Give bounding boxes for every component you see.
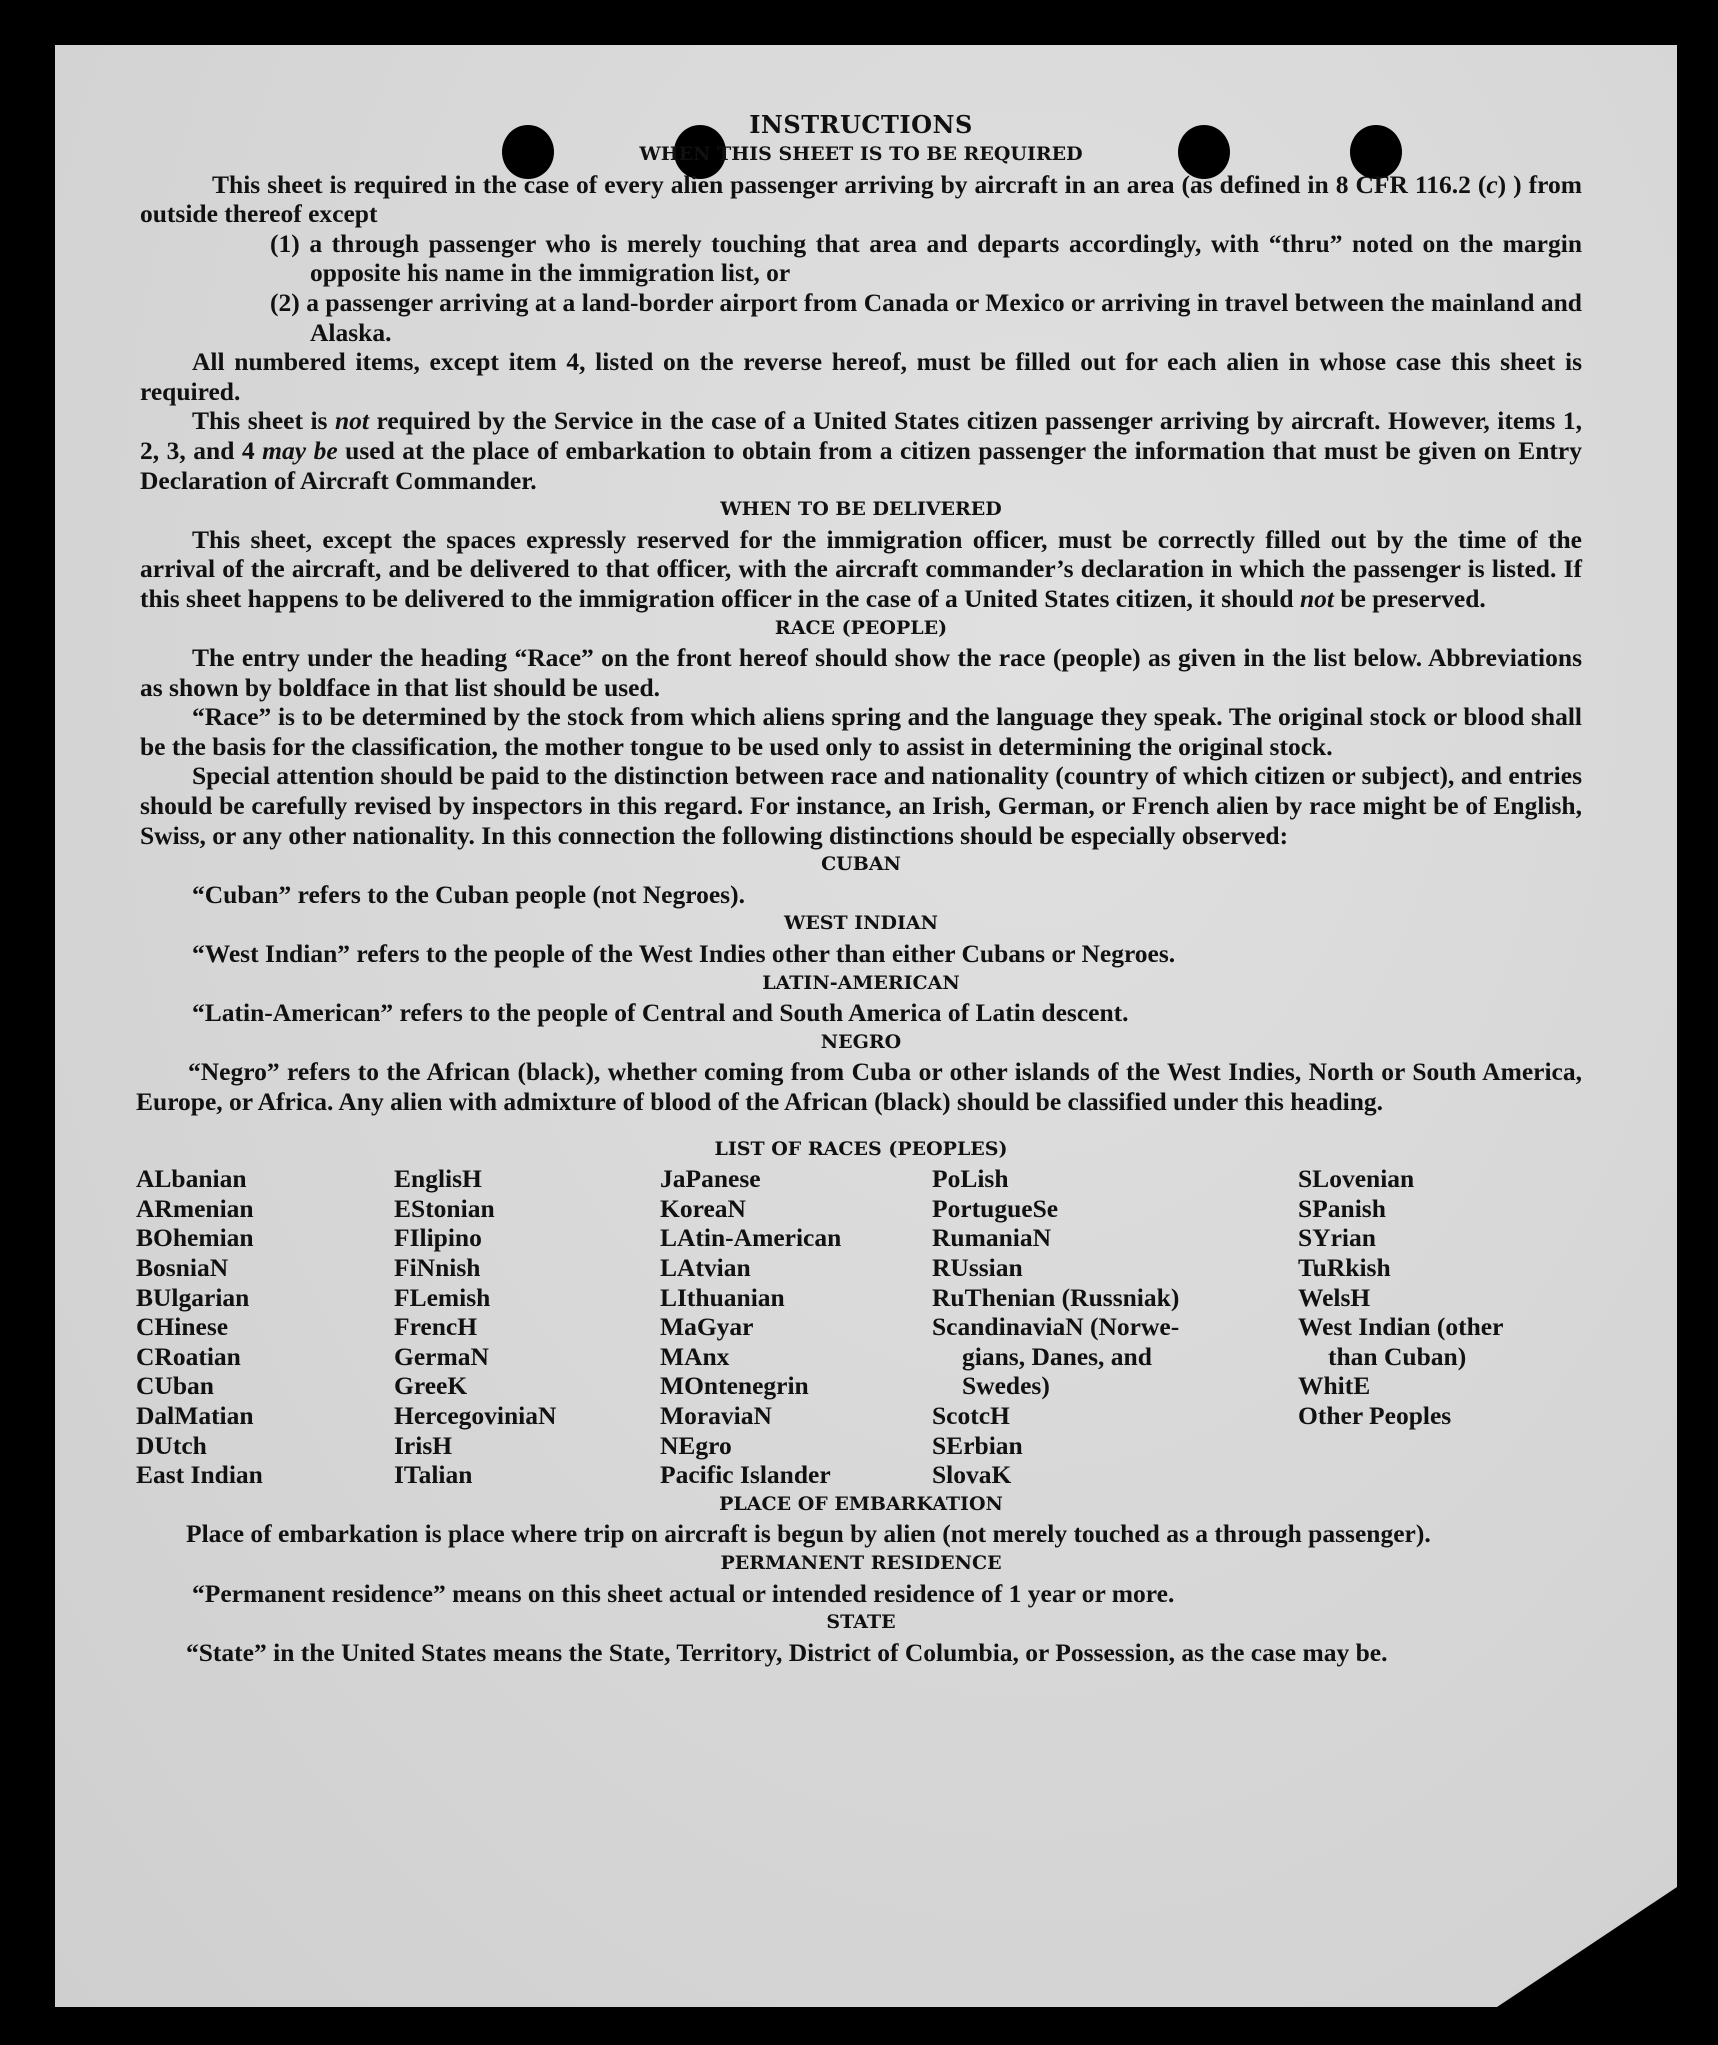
section-heading: RACE (PEOPLE) xyxy=(774,616,948,639)
races-column xyxy=(394,1164,660,1490)
race-entry: MaGyar xyxy=(660,1312,754,1342)
race-entry: JaPanese xyxy=(660,1164,761,1194)
race-entry: LAtvian xyxy=(660,1252,751,1282)
race-entry: MOntenegrin xyxy=(660,1371,809,1401)
race-entry: PortugueSe xyxy=(932,1193,1059,1223)
race-entry: BUlgarian xyxy=(136,1282,250,1312)
section-heading: WHEN THIS SHEET IS TO BE REQUIRED xyxy=(639,143,1083,165)
race-entry: FIlipino xyxy=(394,1223,482,1253)
paragraph xyxy=(140,525,1582,614)
races-column xyxy=(1298,1164,1588,1490)
race-entry: HercegoviniaN xyxy=(394,1400,557,1430)
paragraph: Special attention should be paid to the distinction between race and nationality (country of which citizen or subject), and entries should be carefully revised by inspectors in this regard. For instance, an Irish, German, or French alien by race might be of English, Swiss, or any other nationality. In this connection the following distinctions should be especially observed: xyxy=(140,761,1582,850)
text: may be xyxy=(262,435,338,465)
race-entry: EStonian xyxy=(394,1193,495,1223)
text: be preserved. xyxy=(1333,583,1486,613)
paragraph: “Cuban” refers to the Cuban people (not Negroes). xyxy=(192,879,745,909)
text: ) ) from outside thereof except xyxy=(140,169,1582,229)
paragraph: Place of embarkation is place where trip on aircraft is begun by alien (not merely touched as a through passenger). xyxy=(186,1519,1431,1549)
section-heading: NEGRO xyxy=(820,1030,902,1053)
race-entry: SlovaK xyxy=(932,1460,1012,1490)
list-item: (2) a passenger arriving at a land-border airport from Canada or Mexico or arriving in travel between the mainland and Alaska. xyxy=(270,287,1582,347)
race-entry: ScotcH xyxy=(932,1400,1010,1430)
race-entry: MAnx xyxy=(660,1341,730,1371)
folded-corner xyxy=(1497,1887,1677,2007)
race-entry: FrencH xyxy=(394,1312,478,1342)
text: not xyxy=(335,406,370,436)
race-entry: East Indian xyxy=(136,1460,263,1490)
race-entry: ScandinaviaN (Norwe- xyxy=(932,1312,1180,1342)
race-entry: SYrian xyxy=(1298,1223,1376,1253)
race-entry: IrisH xyxy=(394,1430,453,1460)
instructions-body xyxy=(136,110,1582,1667)
race-entry: WhitE xyxy=(1298,1371,1371,1401)
text: This sheet, except the spaces expressly reserved for the immigration officer, must be correctly filled out by the time of the arrival of the aircraft, and be delivered to that officer, with the aircraft commander’s declaration in which the passenger is listed. If this sheet happens to be delivered to the immigration officer in the case of a United States citizen, it should xyxy=(140,524,1582,613)
list-item: (1) a through passenger who is merely touching that area and departs accordingly, with “thru” noted on the margin opposite his name in the immigration list, or xyxy=(270,228,1582,288)
race-entry: PoLish xyxy=(932,1164,1009,1194)
race-entry: ALbanian xyxy=(136,1164,247,1194)
page-title: INSTRUCTIONS xyxy=(749,110,973,139)
text: not xyxy=(1299,583,1334,613)
race-entry: CUban xyxy=(136,1371,214,1401)
section-heading: CUBAN xyxy=(821,853,901,876)
race-entry: than Cuban) xyxy=(1328,1341,1467,1371)
races-column xyxy=(136,1164,394,1490)
race-entry: RuThenian (Russniak) xyxy=(932,1282,1180,1312)
section-heading: STATE xyxy=(826,1611,896,1634)
race-entry: LAtin-American xyxy=(660,1223,842,1253)
paragraph: The entry under the heading “Race” on the front hereof should show the race (people) as given in the list below. Abbreviations as shown by boldface in that list should be used. xyxy=(140,643,1582,702)
text: required by the Service in the case of a United States citizen passenger arriving by aircraft. However, items 1, 2, 3, and 4 xyxy=(140,406,1582,465)
race-entry: RUssian xyxy=(932,1252,1023,1282)
section-heading: WEST INDIAN xyxy=(783,912,939,935)
paragraph: “Latin-American” refers to the people of Central and South America of Latin descent. xyxy=(192,998,1129,1028)
race-entry: SErbian xyxy=(932,1430,1023,1460)
text: This sheet is xyxy=(192,406,335,436)
race-entry: BOhemian xyxy=(136,1223,254,1253)
race-entry: FLemish xyxy=(394,1282,491,1312)
race-entry: TuRkish xyxy=(1298,1252,1391,1282)
race-entry: BosniaN xyxy=(136,1252,229,1282)
races-column xyxy=(932,1164,1298,1490)
race-entry: Pacific Islander xyxy=(660,1460,831,1490)
race-entry: West Indian (other xyxy=(1298,1312,1504,1342)
race-entry: MoraviaN xyxy=(660,1400,772,1430)
paragraph: All numbered items, except item 4, listed on the reverse hereof, must be filled out for each alien in whose case this sheet is required. xyxy=(140,347,1582,406)
race-entry: SPanish xyxy=(1298,1193,1386,1223)
paragraph xyxy=(140,170,1582,229)
race-entry: CRoatian xyxy=(136,1341,241,1371)
race-entry: CHinese xyxy=(136,1312,229,1342)
section-heading: LIST OF RACES (PEOPLES) xyxy=(714,1137,1008,1160)
section-heading: PERMANENT RESIDENCE xyxy=(720,1551,1002,1574)
race-entry: GermaN xyxy=(394,1341,489,1371)
race-entry: Other Peoples xyxy=(1298,1400,1452,1430)
race-entry: LIthuanian xyxy=(660,1282,785,1312)
race-entry: ARmenian xyxy=(136,1193,254,1223)
paragraph: “Permanent residence” means on this sheet actual or intended residence of 1 year or more. xyxy=(192,1578,1175,1608)
paragraph: “State” in the United States means the State, Territory, District of Columbia, or Possession, as the case may be. xyxy=(186,1637,1388,1667)
race-entry: NEgro xyxy=(660,1430,732,1460)
races-list xyxy=(136,1164,1582,1490)
paragraph: “Negro” refers to the African (black), whether coming from Cuba or other islands of the West Indies, North or South America, Europe, or Africa. Any alien with admixture of blood of the African (black) should be classified under this heading. xyxy=(136,1057,1582,1116)
race-entry: DUtch xyxy=(136,1430,207,1460)
race-entry: RumaniaN xyxy=(932,1223,1052,1253)
section-heading: PLACE OF EMBARKATION xyxy=(719,1492,1003,1515)
race-entry: ITalian xyxy=(394,1460,473,1490)
text: c xyxy=(1486,169,1498,199)
race-entry: Swedes) xyxy=(962,1371,1050,1401)
paragraph: “West Indian” refers to the people of the West Indies other than either Cubans or Negroes. xyxy=(192,939,1176,969)
race-entry: SLovenian xyxy=(1298,1164,1415,1194)
section-heading: WHEN TO BE DELIVERED xyxy=(720,498,1002,521)
section-heading: LATIN-AMERICAN xyxy=(762,971,960,994)
text: This sheet is required in the case of every alien passenger arriving by aircraft in an area (as defined in 8 CFR 116.2 ( xyxy=(212,169,1487,199)
paragraph xyxy=(140,406,1582,495)
race-entry: gians, Danes, and xyxy=(962,1341,1152,1371)
text: used at the place of embarkation to obtain from a citizen passenger the information that must be given on Entry Declaration of Aircraft Commander. xyxy=(140,435,1582,495)
race-entry: FiNnish xyxy=(394,1252,481,1282)
race-entry: EnglisH xyxy=(394,1164,482,1194)
paragraph: “Race” is to be determined by the stock from which aliens spring and the language they speak. The original stock or blood shall be the basis for the classification, the mother tongue to be used only to assist in determining the original stock. xyxy=(140,702,1582,761)
races-column xyxy=(660,1164,932,1490)
race-entry: GreeK xyxy=(394,1371,468,1401)
race-entry: KoreaN xyxy=(660,1193,746,1223)
race-entry: DalMatian xyxy=(136,1400,254,1430)
race-entry: WelsH xyxy=(1298,1282,1371,1312)
